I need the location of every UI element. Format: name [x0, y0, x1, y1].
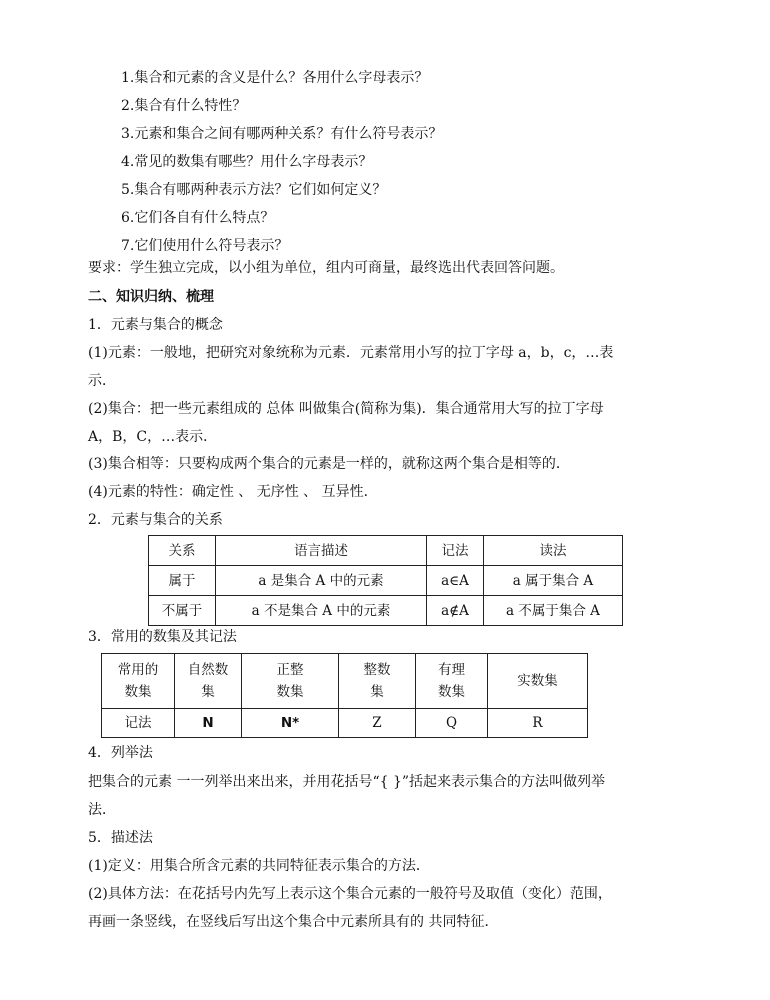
requirement-text: 要求：学生独立完成，以小组为单位，组内可商量，最终选出代表回答问题。	[88, 260, 564, 276]
rational-symbol: Q	[416, 709, 488, 738]
paragraph-element-def: (1)元素：一般地，把研究对象统称为元素．元素常用小写的拉丁字母 a，b，c，…表	[88, 345, 614, 361]
table-row	[102, 709, 588, 738]
question-item: 6.它们各自有什么特点？	[121, 210, 275, 226]
table-cell: 不属于	[149, 596, 216, 626]
table-header-row	[102, 654, 588, 709]
paragraph-element-traits: (4)元素的特性：确定性 、 无序性 、 互异性．	[88, 484, 378, 500]
question-item: 3.元素和集合之间有哪两种关系？有什么符号表示？	[121, 126, 443, 142]
question-item: 4.常见的数集有哪些？用什么字母表示？	[121, 154, 373, 170]
table-header-cell: 关系	[149, 536, 216, 566]
table-header-cell: 整数 集	[339, 654, 416, 709]
question-item: 2.集合有什么特性？	[121, 98, 247, 114]
table-cell: 记法	[102, 709, 175, 738]
subsection-heading: 3．常用的数集及其记法	[88, 629, 237, 645]
paragraph-enumeration: 把集合的元素 一一列举出来出来，并用花括号“{ }”括起来表示集合的方法叫做列举	[88, 774, 606, 790]
natural-number-symbol: N	[175, 709, 242, 738]
table-header-cell: 记法	[427, 536, 484, 566]
table-header-cell: 读法	[484, 536, 623, 566]
paragraph-set-def-cont: A，B，C，…表示．	[88, 429, 218, 445]
table-cell: a∉A	[427, 596, 484, 626]
table-header-cell: 实数集	[488, 654, 588, 709]
subsection-heading: 4．列举法	[88, 745, 153, 761]
question-item: 1.集合和元素的含义是什么？各用什么字母表示？	[121, 70, 429, 86]
table-row	[149, 596, 623, 626]
paragraph-element-def-cont: 示．	[88, 373, 116, 389]
number-set-table	[101, 653, 588, 738]
table-cell: a 不属于集合 A	[484, 596, 623, 626]
paragraph-description-method: (2)具体方法：在花括号内先写上表示这个集合元素的一般符号及取值（变化）范围，	[88, 886, 612, 902]
table-row	[149, 566, 623, 596]
table-cell: 属于	[149, 566, 216, 596]
paragraph-set-equal: (3)集合相等：只要构成两个集合的元素是一样的，就称这两个集合是相等的．	[88, 456, 570, 472]
table-cell: a∈A	[427, 566, 484, 596]
table-cell: a 是集合 A 中的元素	[216, 566, 427, 596]
table-header-cell: 正整 数集	[242, 654, 339, 709]
paragraph-enumeration-cont: 法．	[88, 802, 116, 818]
paragraph-description-method-cont: 再画一条竖线，在竖线后写出这个集合中元素所具有的 共同特征．	[88, 914, 499, 930]
paragraph-set-def: (2)集合：把一些元素组成的 总体 叫做集合(简称为集)．集合通常用大写的拉丁字母	[88, 401, 604, 417]
table-header-cell: 常用的 数集	[102, 654, 175, 709]
subsection-heading: 2．元素与集合的关系	[88, 512, 223, 528]
table-header-cell: 有理 数集	[416, 654, 488, 709]
question-item: 7.它们使用什么符号表示？	[121, 238, 289, 254]
relation-table	[148, 535, 623, 626]
table-header-row	[149, 536, 623, 566]
table-cell: a 属于集合 A	[484, 566, 623, 596]
real-symbol: R	[488, 709, 588, 738]
section-heading: 二、知识归纳、梳理	[88, 289, 214, 305]
subsection-heading: 1．元素与集合的概念	[88, 317, 223, 333]
table-header-cell: 自然数 集	[175, 654, 242, 709]
subsection-heading: 5．描述法	[88, 830, 153, 846]
table-cell: a 不是集合 A 中的元素	[216, 596, 427, 626]
table-header-cell: 语言描述	[216, 536, 427, 566]
paragraph-description-def: (1)定义：用集合所含元素的共同特征表示集合的方法．	[88, 858, 430, 874]
positive-integer-symbol: N*	[242, 709, 339, 738]
integer-symbol: Z	[339, 709, 416, 738]
question-item: 5.集合有哪两种表示方法？它们如何定义？	[121, 182, 387, 198]
